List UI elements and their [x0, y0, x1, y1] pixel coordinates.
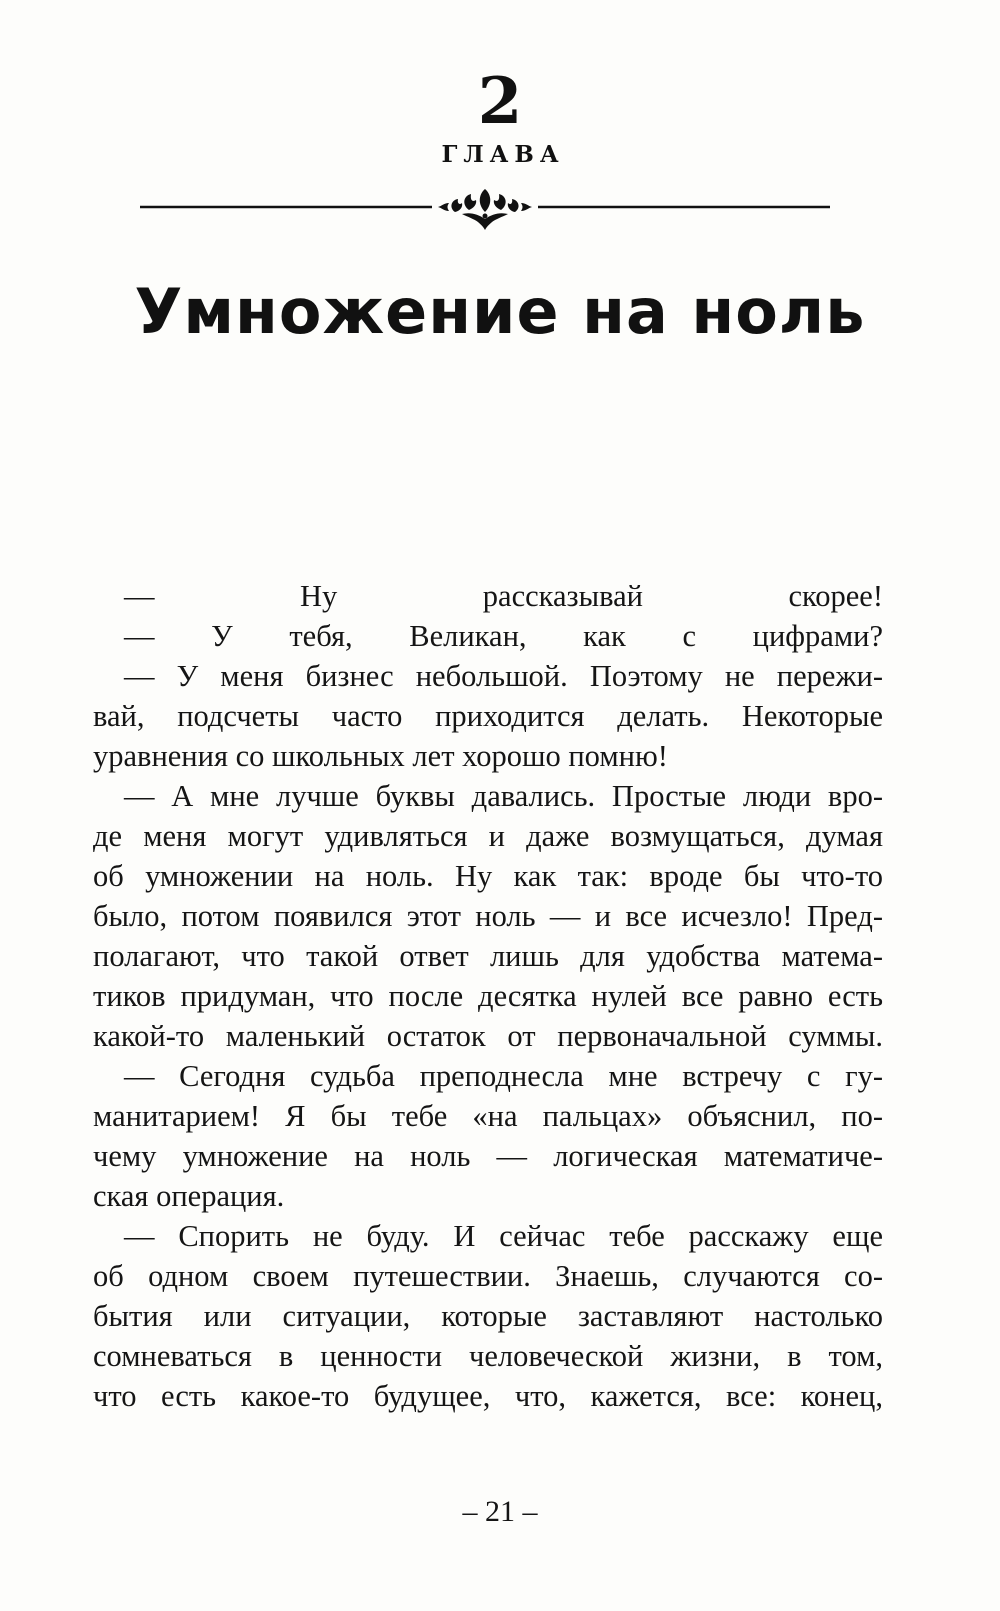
text-line: полагают, что такой ответ лишь для удобства матема-	[93, 939, 883, 973]
text-line: было, потом появился этот ноль — и все исчезло! Пред-	[93, 899, 883, 933]
text-line: бытия или ситуации, которые заставляют настолько	[93, 1299, 883, 1333]
text-line: — Сегодня судьба преподнесла мне встречу с гу-	[124, 1059, 883, 1093]
flourish-icon	[438, 189, 532, 230]
text-line: тиков придуман, что после десятка нулей все равно есть	[93, 979, 883, 1013]
text-line: какой-то маленький остаток от первоначальной суммы.	[93, 1019, 883, 1053]
text-line: об умножении на ноль. Ну как так: вроде бы что-то	[93, 859, 883, 893]
text-line: об одном своем путешествии. Знаешь, случаются со-	[93, 1259, 883, 1293]
ornament-divider	[140, 186, 830, 232]
text-line: манитарием! Я бы тебе «на пальцах» объяснил, по-	[93, 1099, 883, 1133]
chapter-title: Умножение на ноль	[134, 275, 866, 348]
text-line: уравнения со школьных лет хорошо помню!	[93, 739, 668, 773]
text-line: — У тебя, Великан, как с цифрами?	[124, 619, 883, 653]
chapter-number: 2	[477, 64, 523, 139]
text-line: ская операция.	[93, 1179, 285, 1213]
page-number: – 21 –	[462, 1495, 538, 1528]
text-line: — У меня бизнес небольшой. Поэтому не пережи-	[124, 659, 883, 693]
text-line: де меня могут удивляться и даже возмущаться, думая	[93, 819, 883, 853]
text-line: — Спорить не буду. И сейчас тебе расскажу еще	[124, 1219, 883, 1253]
chapter-label: ГЛАВА	[441, 141, 565, 168]
body-text	[93, 576, 883, 1416]
text-line: вай, подсчеты часто приходится делать. Некоторые	[93, 699, 883, 733]
text-line: — Ну рассказывай скорее!	[124, 579, 883, 613]
text-line: — А мне лучше буквы давались. Простые люди вро-	[124, 779, 883, 813]
text-line: чему умножение на ноль — логическая математиче-	[93, 1139, 883, 1173]
text-line: сомневаться в ценности человеческой жизни, в том,	[93, 1339, 883, 1373]
text-line: что есть какое-то будущее, что, кажется, все: конец,	[93, 1379, 883, 1413]
